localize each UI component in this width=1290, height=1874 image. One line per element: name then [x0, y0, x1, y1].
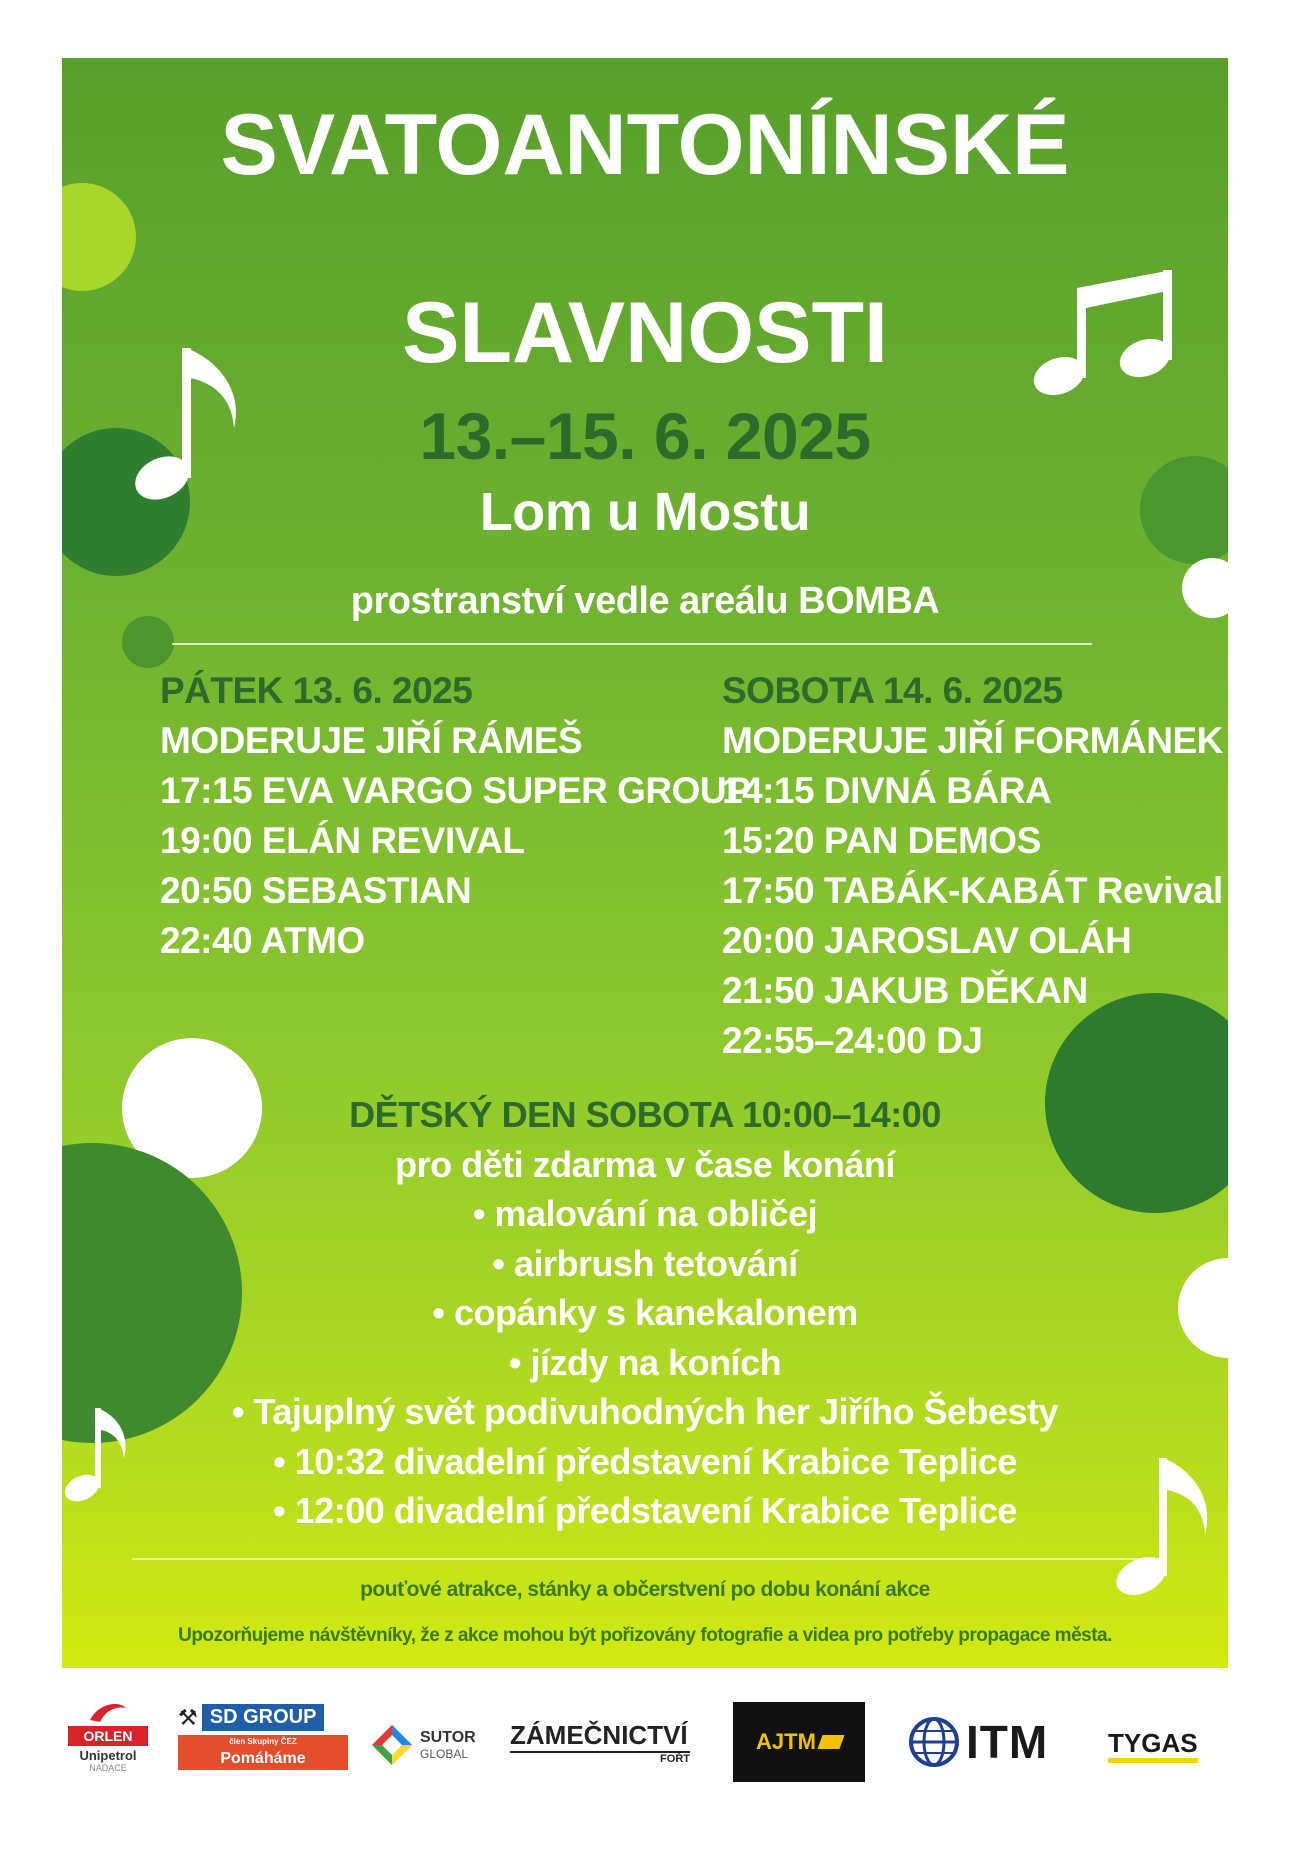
kids-subheader: pro děti zdarma v čase konání: [395, 1143, 895, 1185]
saturday-item: 17:50 TABÁK-KABÁT Revival: [722, 870, 1223, 911]
orlen-sub: Unipetrol: [79, 1748, 137, 1763]
poster-title-line1: SVATOANTONÍNSKÉ: [220, 97, 1070, 193]
sd-group-logo: [178, 1704, 348, 1784]
kids-item: • 12:00 divadelní představení Krabice Teplice: [273, 1490, 1017, 1531]
orlen-logo: [68, 1700, 148, 1790]
sd-group-sub: člen Skupiny ČEZ: [178, 1735, 348, 1748]
footer-notice: Upozorňujeme návštěvníky, že z akce mohou být pořizovány fotografie a videa pro potřeby propagace města.: [178, 1625, 1112, 1646]
friday-item: 22:40 ATMO: [160, 920, 365, 961]
event-place: Lom u Mostu: [479, 482, 811, 542]
event-poster: [62, 58, 1228, 1668]
kids-item: • airbrush tetování: [492, 1242, 798, 1284]
ajtm-label: AJTM: [756, 1729, 816, 1754]
orlen-sub2: NADACE: [89, 1763, 127, 1773]
sd-group-name: SD GROUP: [202, 1704, 325, 1731]
friday-header: PÁTEK 13. 6. 2025: [160, 670, 473, 711]
saturday-item: MODERUJE JIŘÍ FORMÁNEK: [722, 720, 1223, 761]
orlen-eagle-icon: [88, 1700, 128, 1724]
friday-item: 20:50 SEBASTIAN: [160, 870, 472, 911]
sutor-name: SUTOR: [420, 1729, 476, 1746]
sutor-sub: GLOBAL: [420, 1747, 469, 1761]
globe-icon: [908, 1716, 960, 1768]
decor-circle: [62, 183, 136, 291]
friday-item: 19:00 ELÁN REVIVAL: [160, 820, 525, 861]
saturday-item: 22:55–24:00 DJ: [722, 1020, 983, 1061]
kids-item: • copánky s kanekalonem: [432, 1292, 858, 1333]
saturday-item: 20:00 JAROSLAV OLÁH: [722, 920, 1132, 961]
saturday-item: 15:20 PAN DEMOS: [722, 820, 1041, 861]
poster-title-line2: SLAVNOSTI: [402, 285, 888, 381]
event-venue: prostranství vedle areálu BOMBA: [350, 580, 940, 622]
saturday-program: [722, 666, 1223, 1066]
ajtm-mark-icon: [817, 1735, 844, 1749]
kids-header: DĚTSKÝ DEN SOBOTA 10:00–14:00: [349, 1094, 941, 1135]
friday-program: [160, 666, 750, 966]
zamecnictvi-logo: [510, 1720, 690, 1770]
tygas-name: TYGAS: [1108, 1728, 1198, 1763]
ajtm-logo: [733, 1702, 865, 1782]
saturday-item: 14:15 DIVNÁ BÁRA: [722, 770, 1052, 811]
decor-circle: [122, 616, 174, 668]
tygas-logo: [1108, 1728, 1218, 1768]
kids-item: • malování na obličej: [472, 1193, 818, 1234]
divider: [132, 1558, 1162, 1560]
footer-attractions: pouťové atrakce, stánky a občerstvení po dobu konání akce: [360, 1578, 930, 1601]
friday-item: 17:15 EVA VARGO SUPER GROUP: [160, 770, 751, 811]
sponsor-logos: [0, 1690, 1290, 1810]
zamecnictvi-sub: FOŘT: [660, 1753, 690, 1765]
friday-item: MODERUJE JIŘÍ RÁMEŠ: [160, 720, 583, 761]
itm-name: ITM: [966, 1716, 1049, 1768]
divider: [172, 643, 1092, 645]
sutor-diamond-icon: [370, 1723, 414, 1767]
zamecnictvi-name: ZÁMEČNICTVÍ: [510, 1720, 690, 1753]
kids-day-section: [62, 1090, 1228, 1536]
kids-item: • 10:32 divadelní představení Krabice Teplice: [273, 1440, 1017, 1482]
event-dates: 13.–15. 6. 2025: [419, 399, 871, 473]
saturday-header: SOBOTA 14. 6. 2025: [722, 670, 1063, 711]
sd-group-tagline: Pomáháme: [178, 1748, 348, 1770]
saturday-item: 21:50 JAKUB DĚKAN: [722, 970, 1088, 1011]
hammer-icon: ⚒: [178, 1704, 198, 1730]
kids-item: • jízdy na koních: [508, 1341, 782, 1383]
sutor-logo: [370, 1720, 480, 1770]
kids-item: • Tajuplný svět podivuhodných her Jiřího Šebesty: [231, 1391, 1059, 1432]
orlen-name: ORLEN: [68, 1726, 148, 1746]
itm-logo: [908, 1712, 1058, 1772]
